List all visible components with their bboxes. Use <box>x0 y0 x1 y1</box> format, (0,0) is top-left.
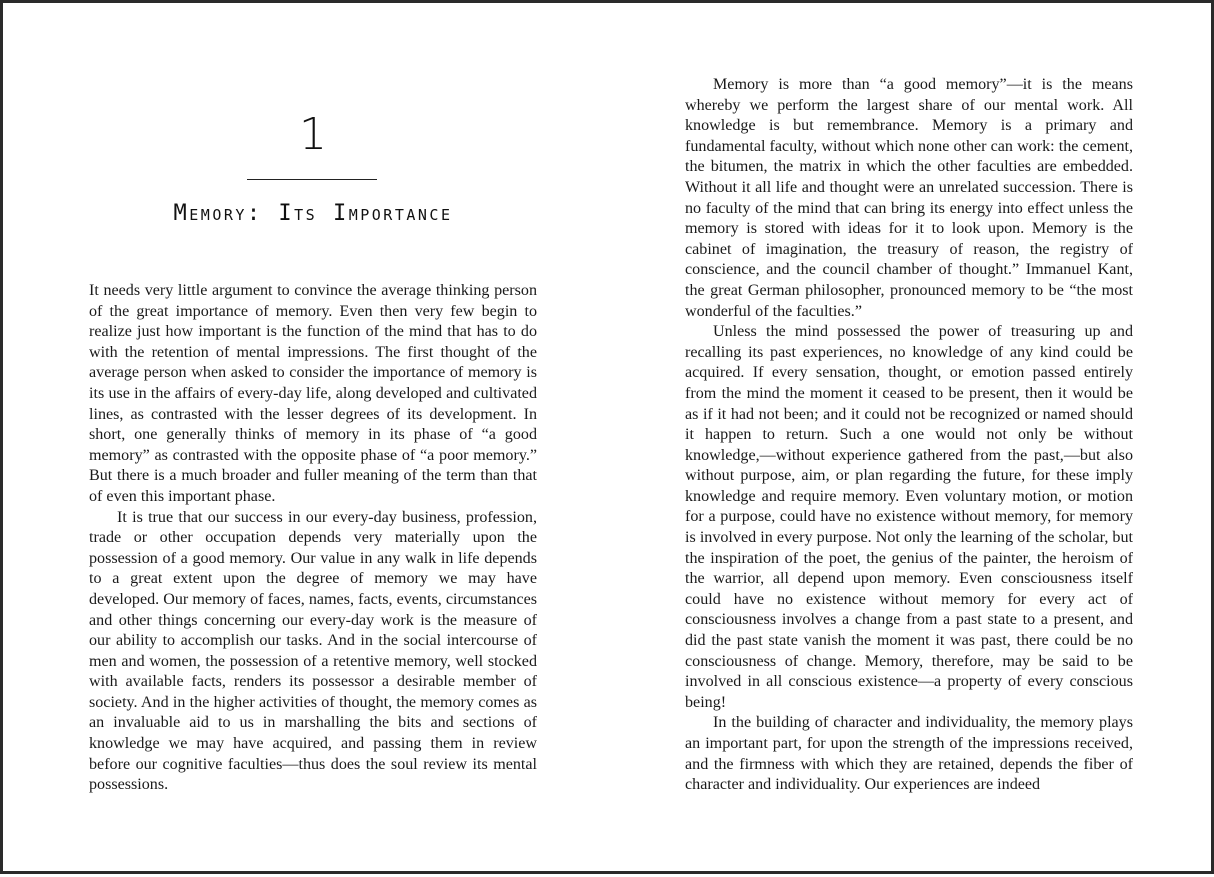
right-page <box>685 3 1133 877</box>
right-page-body <box>685 75 1133 796</box>
body-paragraph: Unless the mind possessed the power of treasuring up and recalling its past experiences, no knowledge of any kind could be acquired. If every sensation, thought, or emotion passed entirely from the mind the moment it ceased to be present, then it would be as if it had not been; and it could not be recognized or named should it happen to return. Such a one would not only be without knowledge,—without experience gathered from the past,—but also without purpose, aim, or plan regarding the future, for these imply knowledge and require memory. Even voluntary motion, or motion for a purpose, could have no existence without memory, for memory is involved in every purpose. Not only the learning of the scholar, but the inspiration of the poet, the genius of the painter, the heroism of the warrior, all depend upon memory. Even consciousness itself could have no existence without memory for every act of consciousness involves a change from a past state to a present, and did the past state vanish the moment it was past, there could be no consciousness of change. Memory, therefore, may be said to be involved in all conscious existence—a property of every conscious being! <box>685 323 1133 711</box>
left-page <box>89 3 537 877</box>
body-paragraph: In the building of character and individuality, the memory plays an important part, for upon the strength of the impressions received, and the firmness with which they are retained, depends the fiber of character and individuality. Our experiences are indeed <box>685 714 1133 794</box>
chapter-number: 1 <box>299 109 327 160</box>
chapter-title: Memory: Its Importance <box>173 201 453 226</box>
chapter-divider <box>247 179 377 180</box>
body-paragraph: It is true that our success in our every-day business, profession, trade or other occupation depends very materially upon the possession of a good memory. Our value in any walk in life depends to a great extent upon the degree of memory we may have developed. Our memory of faces, names, facts, events, circumstances and other things concerning our every-day work is the measure of our ability to accomplish our tasks. And in the social intercourse of men and women, the possession of a retentive memory, well stocked with available facts, renders its possessor a desirable member of society. And in the higher activities of thought, the memory comes as an invaluable aid to us in marshalling the bits and sections of knowledge we may have acquired, and passing them in review before our cognitive faculties—thus does the soul review its mental possessions. <box>89 508 537 794</box>
left-page-body <box>89 281 537 796</box>
body-paragraph: It needs very little argument to convince the average thinking person of the great importance of memory. Even then very few begin to realize just how important is the function of the mind that has to do with the retention of mental impressions. The first thought of the average person when asked to consider the importance of memory is its use in the affairs of every-day life, along developed and cultivated lines, as contrasted with the lesser degrees of its development. In short, one generally thinks of memory in its phase of “a good memory” as contrasted with the opposite phase of “a poor memory.” But there is a much broader and fuller meaning of the term than that of even this important phase. <box>89 282 537 505</box>
body-paragraph: Memory is more than “a good memory”—it is the means whereby we perform the largest share of our mental work. All knowledge is but remembrance. Memory is a primary and fundamental faculty, without which none other can work: the cement, the bitumen, the matrix in which the other faculties are embedded. Without it all life and thought were an unrelated succession. There is no faculty of the mind that can bring its energy into effect unless the memory is stored with ideas for it to look upon. Memory is the cabinet of imagination, the treasury of reason, the registry of conscience, and the council chamber of thought.” Immanuel Kant, the great German philosopher, pronounced memory to be “the most wonderful of the faculties.” <box>685 76 1133 320</box>
